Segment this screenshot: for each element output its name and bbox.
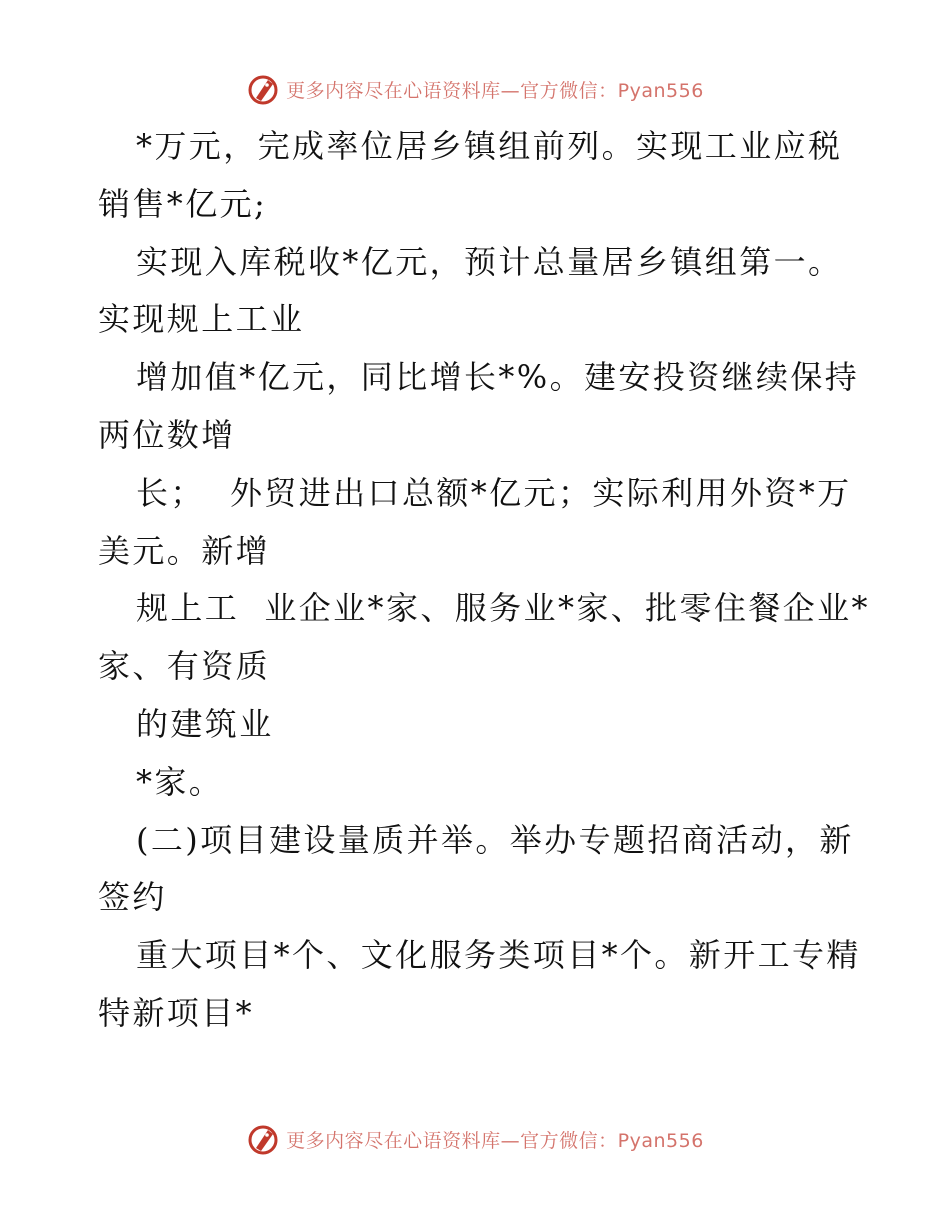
body-line: 重大项目*个、文化服务类项目*个。新开工专精: [136, 936, 861, 975]
body-line: 两位数增: [98, 415, 236, 454]
body-line: (二)项目建设量质并举。举办专题招商活动，新: [136, 820, 854, 859]
footer-banner: [0, 1122, 950, 1156]
footer-banner-text: 更多内容尽在心语资料库—官方微信：Pyan556: [286, 1129, 704, 1152]
body-line: 特新项目*: [98, 993, 255, 1032]
body-line: 规上工 业企业*家、服务业*家、批零住餐企业*: [136, 589, 870, 628]
body-line: 的建筑业: [136, 704, 274, 743]
header-banner-text: 更多内容尽在心语资料库—官方微信：Pyan556: [286, 79, 704, 102]
body-line: *家。: [136, 762, 224, 801]
body-line: 销售*亿元;: [98, 184, 268, 223]
document-body: [98, 118, 870, 1043]
body-line: 长； 外贸进出口总额*亿元；实际利用外资*万: [136, 473, 852, 512]
pen-nib-logo-icon: [246, 72, 280, 106]
body-line: *万元，完成率位居乡镇组前列。实现工业应税: [136, 127, 843, 165]
body-line: 家、有资质: [98, 647, 271, 686]
header-banner: [0, 72, 950, 106]
body-line: 美元。新增: [98, 531, 271, 570]
body-line: 实现规上工业: [98, 300, 305, 339]
body-line: 签约: [98, 878, 167, 917]
pen-nib-logo-icon: [246, 1122, 280, 1156]
body-line: 增加值*亿元，同比增长*%。建安投资继续保持: [136, 358, 860, 397]
body-line: 实现入库税收*亿元，预计总量居乡镇组第一。: [136, 242, 843, 281]
